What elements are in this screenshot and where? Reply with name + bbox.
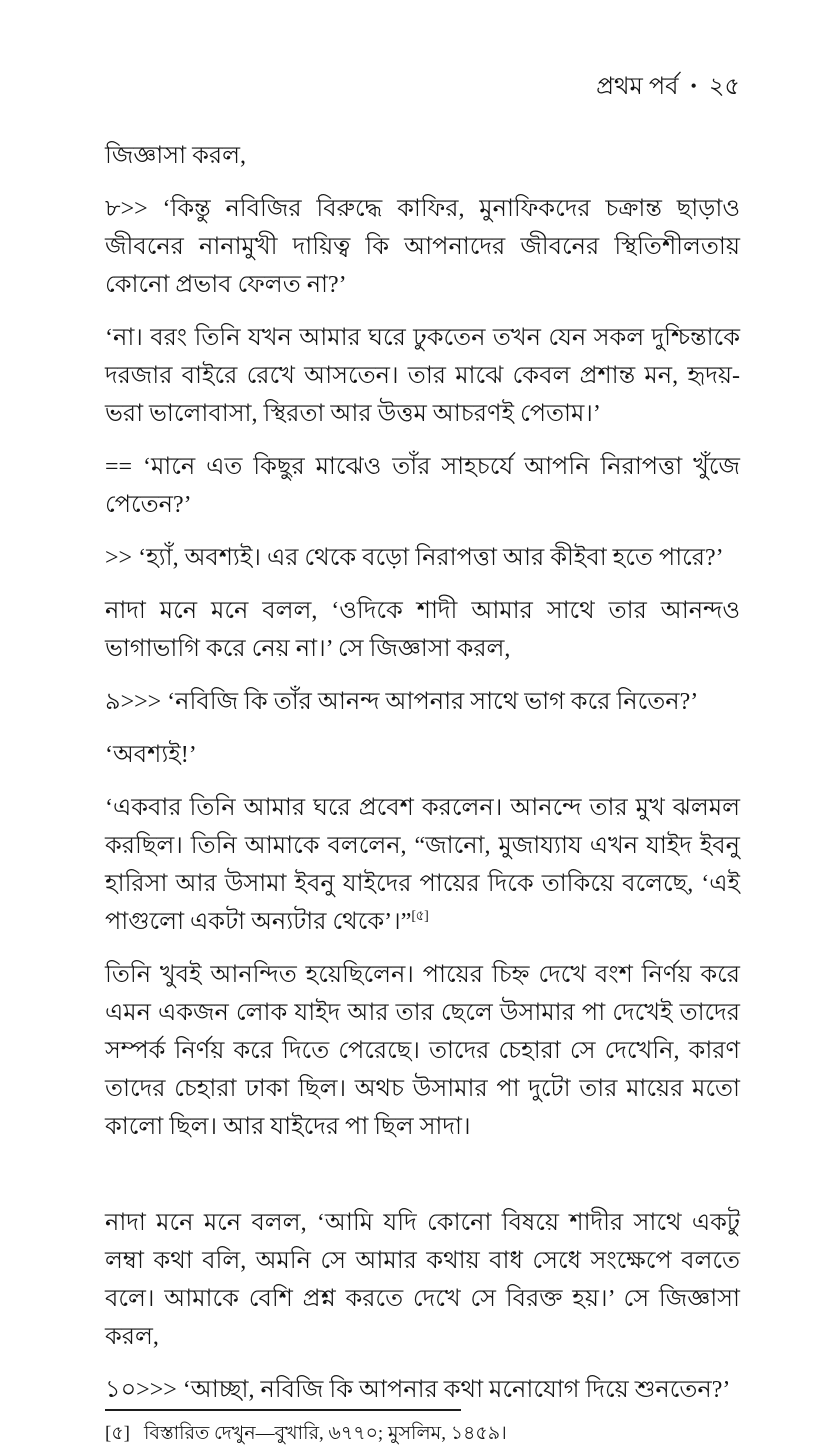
paragraph-intro: জিজ্ঞাসা করল, — [105, 143, 246, 169]
paragraph-answer-9: ‘অবশ্যই!’ — [105, 742, 197, 768]
anecdote-text: ‘একবার তিনি আমার ঘরে প্রবেশ করলেন। আনন্দে তার মুখ ঝলমল করছিল। তিনি আমাকে বললেন, “জানো, মুজায্যায এখন যাইদ ইবনু হারিসা আর উসামা ইবনু যাইদের পায়ের দিকে তাকিয়ে বলেছে, ‘এই পাগুলো একটা অন্যটার থেকে’।” — [105, 795, 740, 935]
footnote-area — [105, 1409, 740, 1447]
paragraph-nada-thought-2: নাদা মনে মনে বলল, ‘আমি যদি কোনো বিষয়ে শাদীর সাথে একটু লম্বা কথা বলি, অমনি সে আমার কথায় বাধ সেধে সংক্ষেপে বলতে বলে। আমাকে বেশি প্রশ্ন করতে দেখে সে বিরক্ত হয়।’ সে জিজ্ঞাসা করল, — [105, 1210, 740, 1350]
section-title: প্রথম পর্ব — [596, 74, 679, 100]
paragraph-followup-answer: >> ‘হ্যাঁ, অবশ্যই। এর থেকে বড়ো নিরাপত্তা আর কীইবা হতে পারে?’ — [105, 545, 724, 571]
paragraph-question-10: ১০>>> ‘আচ্ছা, নবিজি কি আপনার কথা মনোযোগ দিয়ে শুনতেন?’ — [105, 1377, 731, 1403]
paragraph-followup-question: == ‘মানে এত কিছুর মাঝেও তাঁর সাহচর্যে আপনি নিরাপত্তা খুঁজে পেতেন?’ — [105, 454, 740, 518]
paragraph-answer-8: ‘না। বরং তিনি যখন আমার ঘরে ঢুকতেন তখন যেন সকল দুশ্চিন্তাকে দরজার বাইরে রেখে আসতেন। তার মাঝে কেবল প্রশান্ত মন, হৃদয়-ভরা ভালোবাসা, স্থিরতা আর উত্তম আচরণই পেতাম।’ — [105, 325, 740, 427]
paragraph-anecdote — [105, 789, 740, 941]
header-bullet-separator: • — [690, 76, 697, 96]
paragraph-question-9: ৯>>> ‘নবিজি কি তাঁর আনন্দ আপনার সাথে ভাগ করে নিতেন?’ — [105, 689, 699, 715]
page-body — [105, 137, 740, 1409]
paragraph-nada-thought-1: নাদা মনে মনে বলল, ‘ওদিকে শাদী আমার সাথে তার আনন্দও ভাগাভাগি করে নেয় না।’ সে জিজ্ঞাসা করল, — [105, 598, 740, 662]
paragraph-question-8: ৮>> ‘কিন্তু নবিজির বিরুদ্ধে কাফির, মুনাফিকদের চক্রান্ত ছাড়াও জীবনের নানামুখী দায়িত্ব কি আপনাদের জীবনের স্থিতিশীলতায় কোনো প্রভাব ফেলত না?’ — [105, 196, 740, 298]
footnote-reference-mark: [৫] — [411, 909, 429, 924]
footnote — [105, 1420, 740, 1447]
running-header — [105, 70, 740, 103]
footnote-marker: [৫] — [105, 1423, 130, 1444]
paragraph-explanation: তিনি খুবই আনন্দিত হয়েছিলেন। পায়ের চিহ্ন দেখে বংশ নির্ণয় করে এমন একজন লোক যাইদ আর তার ছেলে উসামার পা দেখেই তাদের সম্পর্ক নির্ণয় করে দিতে পেরেছে। তাদের চেহারা সে দেখেনি, কারণ তাদের চেহারা ঢাকা ছিল। অথচ উসামার পা দুটো তার মায়ের মতো কালো ছিল। আর যাইদের পা ছিল সাদা। — [105, 962, 740, 1140]
footnote-divider — [105, 1409, 461, 1411]
page-number: ২৫ — [708, 74, 740, 100]
footnote-text: বিস্তারিত দেখুন—বুখারি, ৬৭৭০; মুসলিম, ১৪৫৯। — [143, 1423, 507, 1444]
